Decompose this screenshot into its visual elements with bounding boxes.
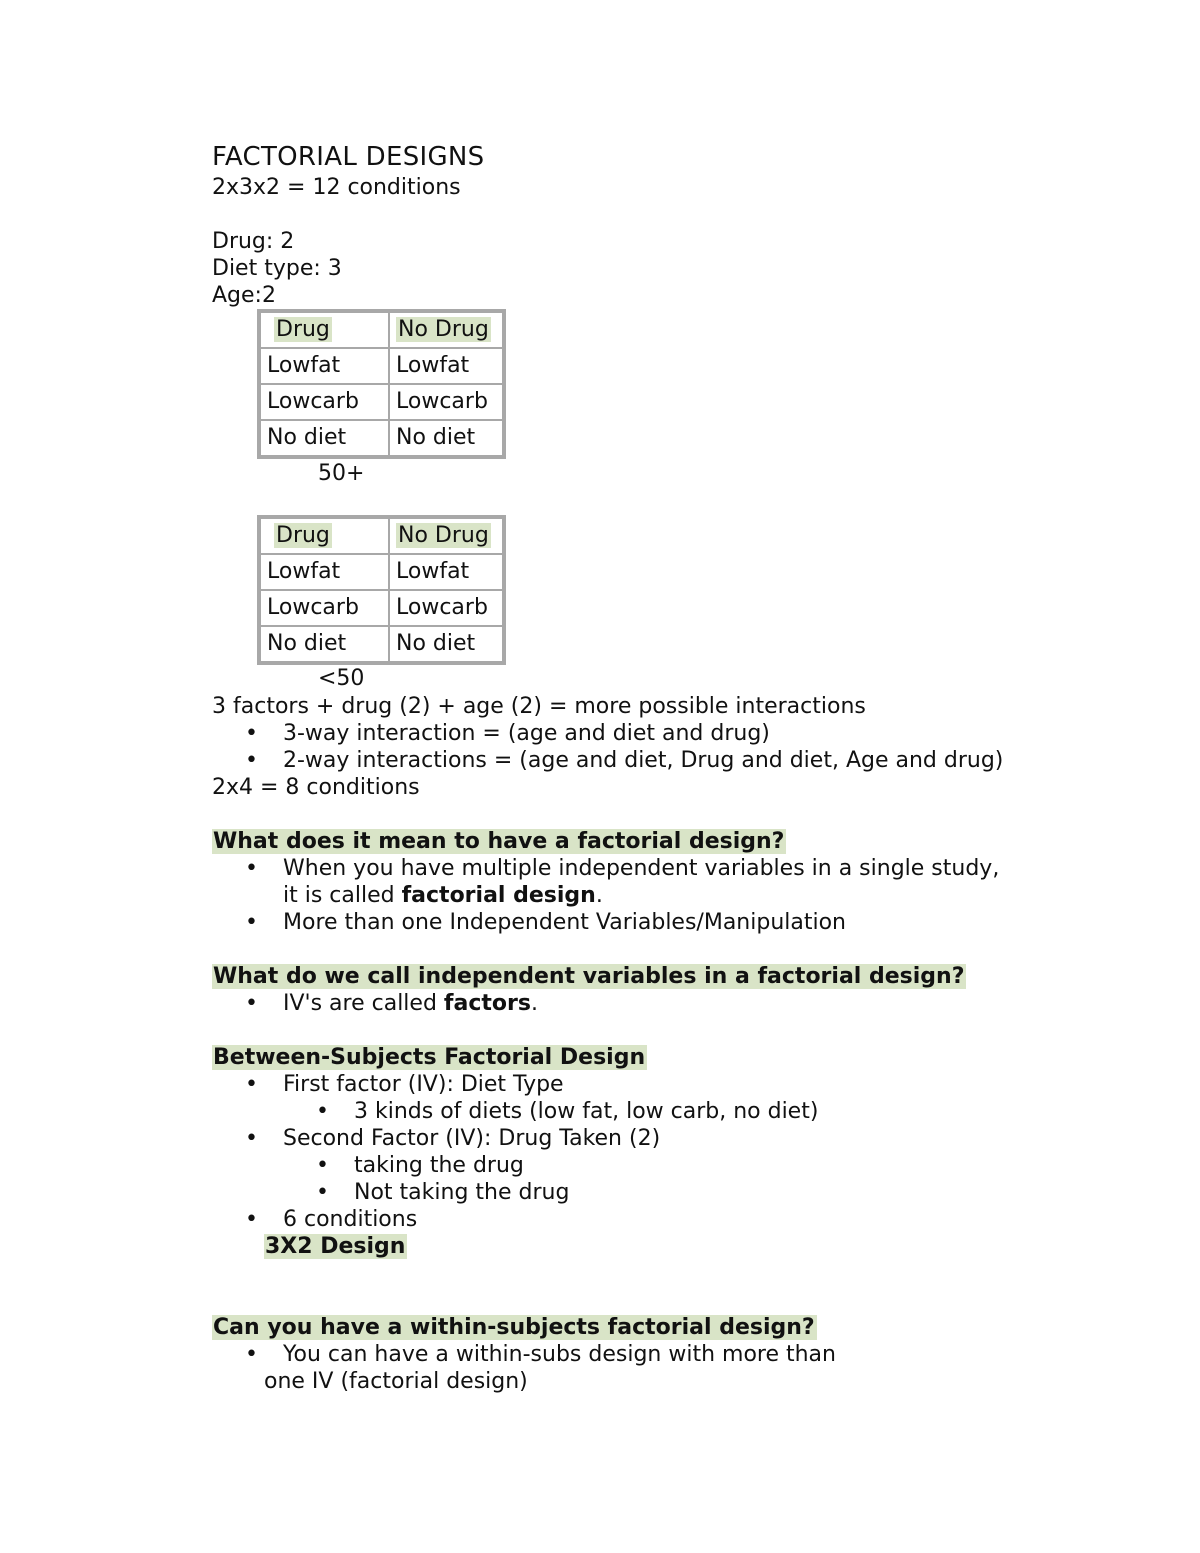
factor-drug: Drug: 2 [212,229,295,254]
table-cell: Lowfat [260,348,389,384]
sub-list [283,1098,1072,1125]
interactions-list [212,720,1072,774]
list-item: • Second Factor (IV): Drug Taken (2) • taking the drug • Not taking the drug [212,1125,1072,1206]
list-item: • IV's are called factors. [212,990,1072,1017]
table-cell: No diet [260,626,389,662]
spacer [212,936,1072,963]
table-row [260,554,503,590]
table-cell: Lowfat [389,348,503,384]
table-age-under-50 [257,515,506,665]
spacer [212,489,1072,515]
list-item: • First factor (IV): Diet Type • 3 kinds of diets (low fat, low carb, no diet) [212,1071,1072,1125]
conditions-line: 2x3x2 = 12 conditions [212,175,461,200]
list-item: • 2-way interactions = (age and diet, Drug and diet, Age and drug) [212,747,1072,774]
document-title: FACTORIAL DESIGNS [212,142,485,172]
factor-diet: Diet type: 3 [212,256,342,281]
conditions-note: 2x4 = 8 conditions [212,775,420,800]
factor-age: Age:2 [212,283,276,308]
table-cell: No diet [389,420,503,456]
section-heading: Can you have a within-subjects factorial design? [213,1315,815,1340]
section-list [212,990,1072,1017]
spacer [212,1017,1072,1044]
sub-list-item: • Not taking the drug [283,1179,1072,1206]
table-row [260,420,503,456]
spacer [212,1260,1072,1287]
sub-list-item: • 3 kinds of diets (low fat, low carb, no diet) [283,1098,1072,1125]
spacer [212,801,1072,828]
section-heading: Between-Subjects Factorial Design [213,1045,646,1070]
table-cell: Lowcarb [389,590,503,626]
table-row [260,590,503,626]
list-item: • When you have multiple independent variables in a single study, it is called factorial design. [212,855,1072,909]
list-item-continuation: one IV (factorial design) [264,1369,528,1394]
interactions-intro: 3 factors + drug (2) + age (2) = more possible interactions [212,694,866,719]
table-header-row [260,518,503,554]
spacer [212,1287,1072,1314]
table-row [260,348,503,384]
table-cell: Lowcarb [260,590,389,626]
table-header-cell: Drug [260,312,389,348]
design-label: 3X2 Design [265,1234,406,1259]
table-header-cell: No Drug [389,312,503,348]
document-page [212,140,1072,1395]
table-cell: Lowcarb [260,384,389,420]
section-heading: What does it mean to have a factorial design? [213,829,785,854]
section-heading: What do we call independent variables in a factorial design? [213,964,965,989]
spacer [212,201,1072,228]
list-item: • More than one Independent Variables/Manipulation [212,909,1072,936]
list-item: • 3-way interaction = (age and diet and drug) [212,720,1072,747]
sub-list [283,1152,1072,1206]
table-header-cell: No Drug [389,518,503,554]
section-list [212,1341,1072,1368]
table-header-cell: Drug [260,518,389,554]
table-age-50-plus [257,309,506,459]
table-header-row [260,312,503,348]
sub-list-item: • taking the drug [283,1152,1072,1179]
table-cell: Lowcarb [389,384,503,420]
table-cell: No diet [389,626,503,662]
table-cell: No diet [260,420,389,456]
section-list [212,1071,1072,1233]
table-caption: 50+ [318,461,365,486]
table-row [260,626,503,662]
section-list [212,855,1072,936]
table-caption: <50 [318,666,365,691]
list-item: • You can have a within-subs design with more than [212,1341,1072,1368]
table-cell: Lowfat [260,554,389,590]
table-row [260,384,503,420]
table-cell: Lowfat [389,554,503,590]
list-item: • 6 conditions [212,1206,1072,1233]
